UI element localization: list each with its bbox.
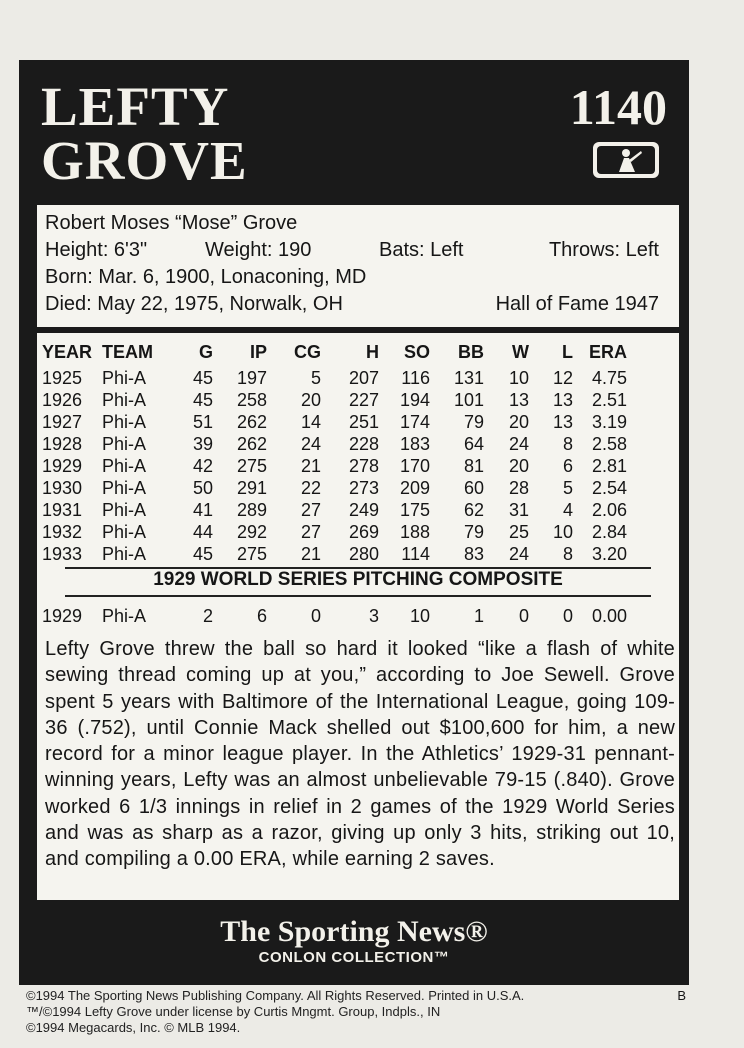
stat-cell: 1926 [42, 390, 83, 410]
col-team: TEAM [102, 342, 153, 362]
stat-cell: 175 [399, 500, 430, 520]
col-l: L [562, 342, 573, 362]
table-row [42, 455, 627, 477]
col-so: SO [403, 342, 430, 362]
sporting-news-logo: The Sporting News® [220, 915, 488, 948]
col-w: W [512, 342, 529, 362]
stat-cell: 1929 [42, 606, 83, 626]
stat-cell: 273 [348, 478, 379, 498]
stat-cell: 10 [552, 522, 573, 542]
stat-cell: 209 [399, 478, 430, 498]
stat-cell: 20 [508, 412, 529, 432]
stat-cell: 3 [368, 606, 379, 626]
col-ip: IP [249, 342, 267, 362]
col-h: H [366, 342, 379, 362]
stat-cell: 22 [300, 478, 321, 498]
stat-cell: 188 [399, 522, 430, 542]
stat-cell: 13 [552, 412, 573, 432]
stat-cell: 25 [508, 522, 529, 542]
stat-cell: 45 [192, 390, 213, 410]
card-number: 1140 [569, 79, 667, 135]
stat-cell: 278 [348, 456, 379, 476]
stat-cell: 24 [508, 434, 529, 454]
stat-cell: 1 [473, 606, 484, 626]
card-back [19, 60, 689, 985]
stat-cell: 194 [399, 390, 430, 410]
stat-cell: 27 [300, 522, 321, 542]
table-row [42, 499, 627, 521]
stat-cell: 4 [562, 500, 573, 520]
stat-cell: 227 [348, 390, 379, 410]
player-name [41, 76, 248, 191]
composite-body [42, 605, 627, 627]
stat-cell: 45 [192, 544, 213, 564]
stat-cell: 27 [300, 500, 321, 520]
collection-name: CONLON COLLECTION™ [258, 949, 450, 966]
stat-cell: 5 [562, 478, 573, 498]
stat-cell: 262 [236, 434, 267, 454]
stat-cell: 1930 [42, 478, 83, 498]
height: Height: 6'3" [45, 239, 148, 261]
stat-cell: 262 [236, 412, 267, 432]
stat-cell: 0 [518, 606, 529, 626]
bats: Bats: Left [379, 239, 464, 261]
stat-cell: 291 [236, 478, 267, 498]
born: Born: Mar. 6, 1900, Lonaconing, MD [45, 266, 367, 288]
divider [65, 595, 651, 597]
table-row [42, 543, 627, 565]
stat-cell: 10 [409, 606, 430, 626]
stats-panel [37, 333, 679, 900]
stat-cell: 131 [453, 368, 484, 388]
table-row [42, 367, 627, 389]
stat-cell: 170 [399, 456, 430, 476]
stat-cell: 28 [508, 478, 529, 498]
col-bb: BB [458, 342, 484, 362]
stat-cell: 10 [508, 368, 529, 388]
hall-of-fame: Hall of Fame 1947 [495, 293, 659, 315]
stat-cell: 114 [401, 544, 430, 564]
player-last-name: GROVE [41, 130, 248, 191]
stats-header-row [42, 337, 627, 367]
stat-cell: 6 [256, 606, 267, 626]
mlb-logo-icon [591, 140, 661, 180]
weight: Weight: 190 [205, 239, 312, 261]
stat-cell: 12 [552, 368, 573, 388]
stat-cell: 3.20 [591, 544, 627, 564]
stat-cell: Phi-A [102, 544, 147, 564]
stat-cell: 1931 [42, 500, 83, 520]
died: Died: May 22, 1975, Norwalk, OH [45, 293, 343, 315]
bio-panel [37, 205, 679, 327]
col-g: G [198, 342, 213, 362]
stat-cell: Phi-A [102, 390, 147, 410]
full-name: Robert Moses “Mose” Grove [45, 212, 298, 234]
stat-cell: 249 [348, 500, 379, 520]
stat-cell: 24 [300, 434, 321, 454]
table-row [42, 411, 627, 433]
stat-cell: 251 [348, 412, 379, 432]
stat-cell: 1925 [42, 368, 83, 388]
stat-cell: 174 [399, 412, 430, 432]
stat-cell: 60 [463, 478, 484, 498]
composite-table [42, 605, 627, 627]
stat-cell: 1933 [42, 544, 83, 564]
bio-story: Lefty Grove threw the ball so hard it looked “like a flash of white sewing thread coming up at you,” according to Joe Sewell. Grove spent 5 years with Baltimore of the International League, going 109-36 (.752), until Connie Mack shelled out $100,600 for him, a new record for a minor league player. In the Athletics’ 1929-31 pennant-winning years, Lefty was an almost unbelievable 79-15 (.840). Grove worked 6 1/3 innings in relief in 2 games of the 1929 World Series and was as sharp as a razor, giving up only 3 hits, striking out 10, and compiling a 0.00 ERA, while earning 2 saves. [45, 638, 675, 871]
stat-cell: 116 [401, 368, 430, 388]
table-row [42, 477, 627, 499]
legal-text [26, 988, 524, 1036]
composite-title: 1929 WORLD SERIES PITCHING COMPOSITE [153, 569, 563, 590]
stat-cell: 0 [310, 606, 321, 626]
stat-cell: 39 [192, 434, 213, 454]
legal-line: ©1994 The Sporting News Publishing Company. All Rights Reserved. Printed in U.S.A. [26, 988, 525, 1003]
stat-cell: 2.06 [591, 500, 627, 520]
stat-cell: 1927 [42, 412, 83, 432]
stat-cell: Phi-A [102, 522, 147, 542]
stat-cell: 228 [348, 434, 379, 454]
stat-cell: 21 [300, 544, 321, 564]
career-stats-table [42, 337, 627, 565]
stat-cell: 13 [552, 390, 573, 410]
col-cg: CG [294, 342, 321, 362]
stat-cell: Phi-A [102, 368, 147, 388]
stat-cell: 5 [310, 368, 321, 388]
stat-cell: 275 [236, 544, 267, 564]
col-year: YEAR [42, 342, 93, 362]
stat-cell: 2.81 [591, 456, 627, 476]
stat-cell: 20 [508, 456, 529, 476]
stat-cell: 2.51 [591, 390, 627, 410]
table-row [42, 433, 627, 455]
table-row [42, 521, 627, 543]
legal-line: ™/©1994 Lefty Grove under license by Curtis Mngmt. Group, Indpls., IN [26, 1004, 441, 1019]
stat-cell: 269 [348, 522, 379, 542]
stat-cell: 51 [192, 412, 213, 432]
stat-cell: 79 [463, 522, 484, 542]
stat-cell: 183 [399, 434, 430, 454]
stat-cell: 64 [463, 434, 484, 454]
stat-cell: 45 [192, 368, 213, 388]
stats-body [42, 367, 627, 565]
side-letter: B [677, 988, 686, 1003]
stat-cell: 280 [348, 544, 379, 564]
stat-cell: 8 [562, 434, 573, 454]
stat-cell: 20 [300, 390, 321, 410]
stat-cell: 258 [236, 390, 267, 410]
player-first-name: LEFTY [41, 76, 230, 137]
stat-cell: 24 [508, 544, 529, 564]
stat-cell: 1928 [42, 434, 83, 454]
stat-cell: 83 [463, 544, 484, 564]
brand [19, 915, 689, 967]
stat-cell: 62 [463, 500, 484, 520]
stat-cell: 197 [236, 368, 267, 388]
stat-cell: 13 [508, 390, 529, 410]
stat-cell: 14 [300, 412, 321, 432]
stat-cell: 3.19 [591, 412, 627, 432]
table-row [42, 389, 627, 411]
stat-cell: 207 [348, 368, 379, 388]
stat-cell: Phi-A [102, 478, 147, 498]
stat-cell: Phi-A [102, 456, 147, 476]
stat-cell: Phi-A [102, 606, 147, 626]
stat-cell: 21 [300, 456, 321, 476]
stat-cell: Phi-A [102, 434, 147, 454]
stat-cell: 41 [192, 500, 213, 520]
stat-cell: 1929 [42, 456, 83, 476]
stat-cell: 2.84 [591, 522, 627, 542]
stat-cell: 31 [508, 500, 529, 520]
stat-cell: 0 [562, 606, 573, 626]
stat-cell: 50 [192, 478, 213, 498]
stat-cell: Phi-A [102, 412, 147, 432]
col-era: ERA [588, 342, 627, 362]
stat-cell: 44 [192, 522, 213, 542]
stat-cell: 42 [192, 456, 213, 476]
stat-cell: 6 [562, 456, 573, 476]
stat-cell: 1932 [42, 522, 83, 542]
stat-cell: 2.58 [591, 434, 627, 454]
stat-cell: 289 [236, 500, 267, 520]
stat-cell: 2 [202, 606, 213, 626]
stat-cell: 2.54 [591, 478, 627, 498]
composite-row [42, 605, 627, 627]
stat-cell: 101 [453, 390, 484, 410]
throws: Throws: Left [548, 239, 659, 261]
stat-cell: 4.75 [591, 368, 627, 388]
stat-cell: 275 [236, 456, 267, 476]
stat-cell: 0.00 [591, 606, 627, 626]
stat-cell: 81 [463, 456, 484, 476]
stat-cell: 79 [463, 412, 484, 432]
stat-cell: 292 [236, 522, 267, 542]
stat-cell: 8 [562, 544, 573, 564]
stat-cell: Phi-A [102, 500, 147, 520]
legal-line: ©1994 Megacards, Inc. © MLB 1994. [26, 1020, 241, 1035]
